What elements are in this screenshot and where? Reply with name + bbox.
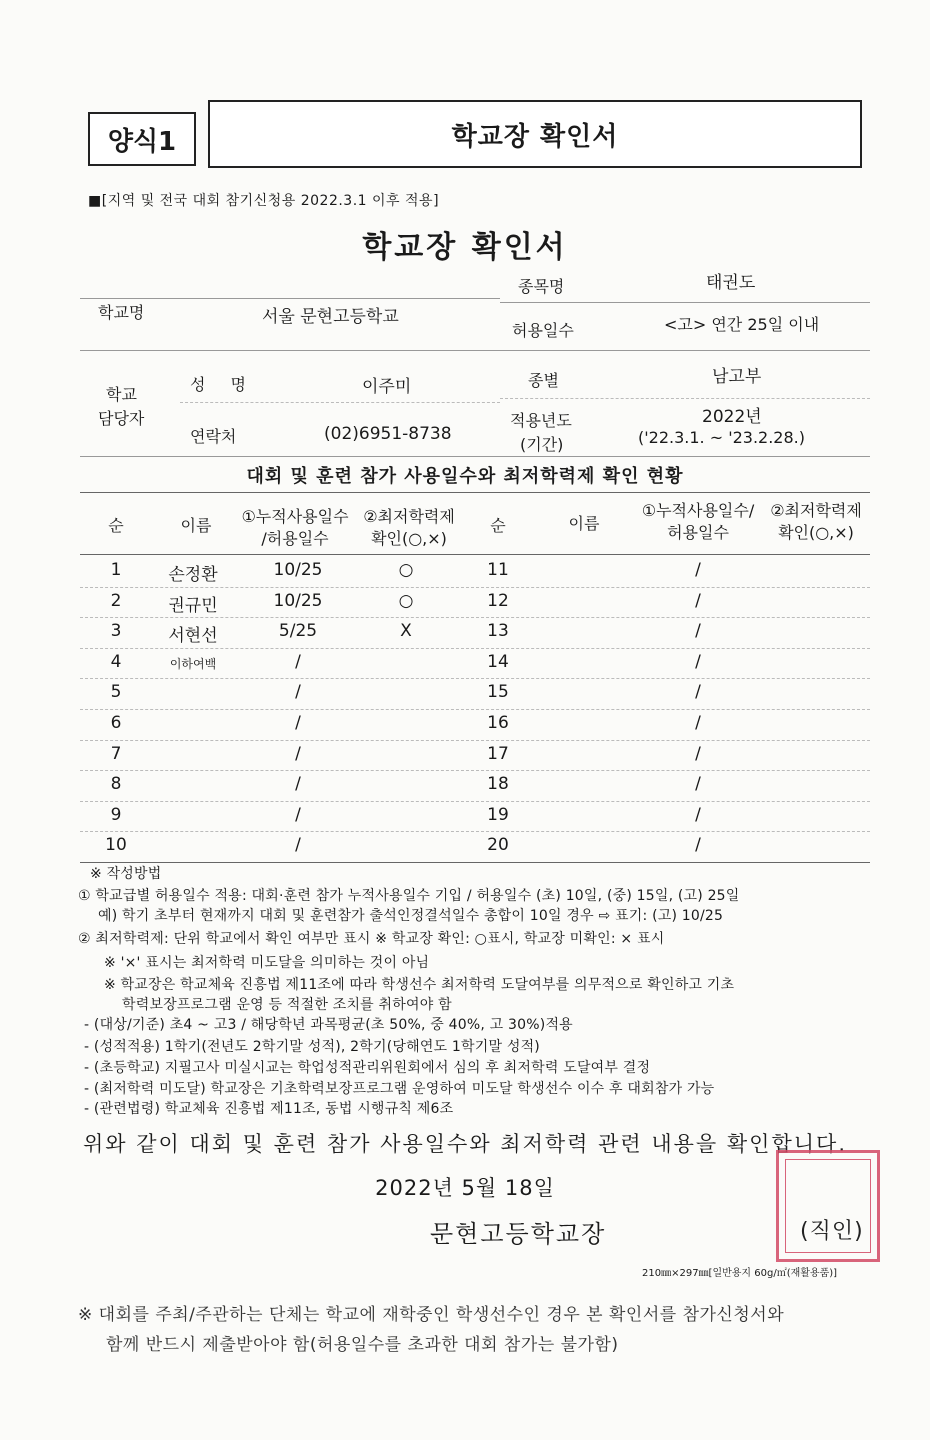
year-value: 2022년 [702, 407, 762, 427]
form-label: 양식1 [88, 112, 196, 166]
row-days-right: / [695, 774, 701, 794]
row-days-left: / [295, 744, 301, 764]
row-name-left: 서현선 [168, 626, 218, 646]
row-no-right: 16 [487, 713, 509, 733]
section-title: 대회 및 훈련 참가 사용일수와 최저학력제 확인 현황 [246, 466, 684, 487]
col-header-days-left: ①누적사용일수 /허용일수 [241, 507, 349, 548]
row-no-right: 20 [487, 835, 509, 855]
row-no-left: 4 [110, 652, 122, 672]
row-no-right: 15 [487, 682, 509, 702]
contact-label: 연락처 [190, 427, 237, 446]
name-label: 성 명 [190, 375, 256, 394]
col-header-no-left: 순 [108, 516, 124, 535]
row-cert-left: ○ [398, 560, 414, 580]
col-header-no-right: 순 [490, 516, 506, 535]
row-cert-left: ○ [398, 591, 414, 611]
row-days-right: / [695, 713, 701, 733]
instruction-line: ※ 작성방법 [90, 866, 162, 882]
row-name-left: 이하여백 [169, 657, 217, 671]
row-days-left: 5/25 [278, 621, 318, 641]
row-no-right: 18 [487, 774, 509, 794]
col-header-name-left: 이름 [180, 516, 212, 535]
paper-spec: 210㎜×297㎜[일반용지 60g/㎡(재활용품)] [642, 1268, 838, 1279]
school-name: 서울 문현고등학교 [262, 307, 399, 327]
footer-line: 함께 반드시 제출받아야 함(허용일수를 초과한 대회 참가는 불가함) [106, 1335, 619, 1355]
allowed-days-label: 허용일수 [512, 321, 574, 340]
row-no-right: 14 [487, 652, 509, 672]
manager-label-1: 학교 [106, 385, 137, 404]
event-value: 태권도 [706, 273, 756, 293]
row-days-left: / [295, 713, 301, 733]
row-days-right: / [695, 591, 701, 611]
col-header-days-right: ①누적사용일수/ 허용일수 [641, 501, 755, 542]
header-title: 학교장 확인서 [208, 100, 862, 168]
row-days-right: / [695, 744, 701, 764]
instruction-line: - (최저학력 미도달) 학교장은 기초학력보장프로그램 운영하여 미도달 학생선수 이수 후 대회참가 가능 [84, 1081, 715, 1097]
row-days-right: / [695, 835, 701, 855]
row-days-right: / [695, 621, 701, 641]
col-header-cert-left: ②최저학력제 확인(○,×) [363, 507, 455, 548]
row-no-left: 7 [110, 744, 122, 764]
row-days-left: / [295, 652, 301, 672]
instruction-line: 예) 학기 초부터 현재까지 대회 및 훈련참가 출석인정결석일수 총합이 10일 경우 ⇨ 표기: (고) 10/25 [98, 908, 724, 924]
row-name-left: 권규민 [168, 596, 218, 616]
row-days-right: / [695, 682, 701, 702]
instruction-line: 학력보장프로그램 운영 등 적절한 조치를 취하여야 함 [122, 997, 452, 1013]
row-no-right: 17 [487, 744, 509, 764]
row-days-right: / [695, 560, 701, 580]
year-label-2: (기간) [520, 435, 564, 454]
row-no-left: 5 [110, 682, 122, 702]
instruction-line: ① 학교급별 허용일수 적용: 대회·훈련 참가 누적사용일수 기입 / 허용일수 (초) 10일, (중) 15일, (고) 25일 [78, 888, 740, 904]
seal-label: (직인) [800, 1219, 864, 1244]
row-no-left: 10 [105, 835, 127, 855]
category-label: 종별 [528, 371, 559, 390]
allowed-days-value: <고> 연간 25일 이내 [664, 315, 820, 334]
footer-line: ※ 대회를 주최/주관하는 단체는 학교에 재학중인 학생선수인 경우 본 확인서를 참가신청서와 [78, 1305, 785, 1325]
instruction-line: ② 최저학력제: 단위 학교에서 확인 여부만 표시 ※ 학교장 확인: ○표시, 학교장 미확인: × 표시 [78, 931, 665, 947]
row-no-left: 2 [110, 591, 122, 611]
row-name-left: 손정환 [168, 565, 218, 585]
instruction-line: - (관련법령) 학교체육 진흥법 제11조, 동법 시행규칙 제6조 [84, 1101, 454, 1117]
row-no-left: 3 [110, 621, 122, 641]
row-no-right: 13 [487, 621, 509, 641]
row-days-left: / [295, 774, 301, 794]
notice-line: ■[지역 및 전국 대회 참기신청용 2022.3.1 이후 적용] [88, 193, 440, 209]
instruction-line: - (초등학교) 지필고사 미실시교는 학업성적관리위원회에서 심의 후 최저학력 도달여부 결정 [84, 1060, 651, 1076]
event-label: 종목명 [518, 277, 565, 296]
contact-value: (02)6951-8738 [324, 424, 452, 444]
category-value: 남고부 [712, 367, 762, 387]
row-days-left: 10/25 [273, 560, 323, 580]
row-no-right: 19 [487, 805, 509, 825]
row-days-right: / [695, 652, 701, 672]
row-no-left: 9 [110, 805, 122, 825]
row-no-left: 8 [110, 774, 122, 794]
col-header-name-right: 이름 [568, 514, 600, 533]
col-header-cert-right: ②최저학력제 확인(○,×) [770, 501, 862, 542]
principal-signature: 문현고등학교장 [430, 1220, 607, 1248]
document-title: 학교장 확인서 [362, 230, 568, 265]
row-days-left: / [295, 682, 301, 702]
confirmation-text: 위와 같이 대회 및 훈련 참가 사용일수와 최저학력 관련 내용을 확인합니다. [82, 1132, 847, 1156]
official-seal-stamp [776, 1150, 880, 1262]
period-value: ('22.3.1. ~ '23.2.28.) [638, 428, 805, 447]
row-days-left: / [295, 835, 301, 855]
row-days-left: 10/25 [273, 591, 323, 611]
instruction-line: ※ '×' 표시는 최저학력 미도달을 의미하는 것이 아님 [104, 955, 430, 971]
manager-label-2: 담당자 [98, 409, 145, 428]
school-label: 학교명 [98, 303, 145, 322]
row-no-left: 1 [110, 560, 122, 580]
manager-name: 이주미 [362, 377, 412, 397]
issue-date: 2022년 5월 18일 [375, 1176, 555, 1200]
year-label-1: 적용년도 [510, 411, 572, 430]
row-no-left: 6 [110, 713, 122, 733]
row-days-left: / [295, 805, 301, 825]
row-no-right: 11 [487, 560, 509, 580]
instruction-line: ※ 학교장은 학교체육 진흥법 제11조에 따라 학생선수 최저학력 도달여부를 의무적으로 확인하고 기초 [104, 977, 735, 993]
instruction-line: - (대상/기준) 초4 ~ 고3 / 해당학년 과목평균(초 50%, 중 40%, 고 30%)적용 [84, 1017, 573, 1033]
instruction-line: - (성적적용) 1학기(전년도 2학기말 성적), 2학기(당해연도 1학기말 성적) [84, 1039, 540, 1055]
row-cert-left: X [400, 621, 412, 641]
row-days-right: / [695, 805, 701, 825]
row-no-right: 12 [487, 591, 509, 611]
